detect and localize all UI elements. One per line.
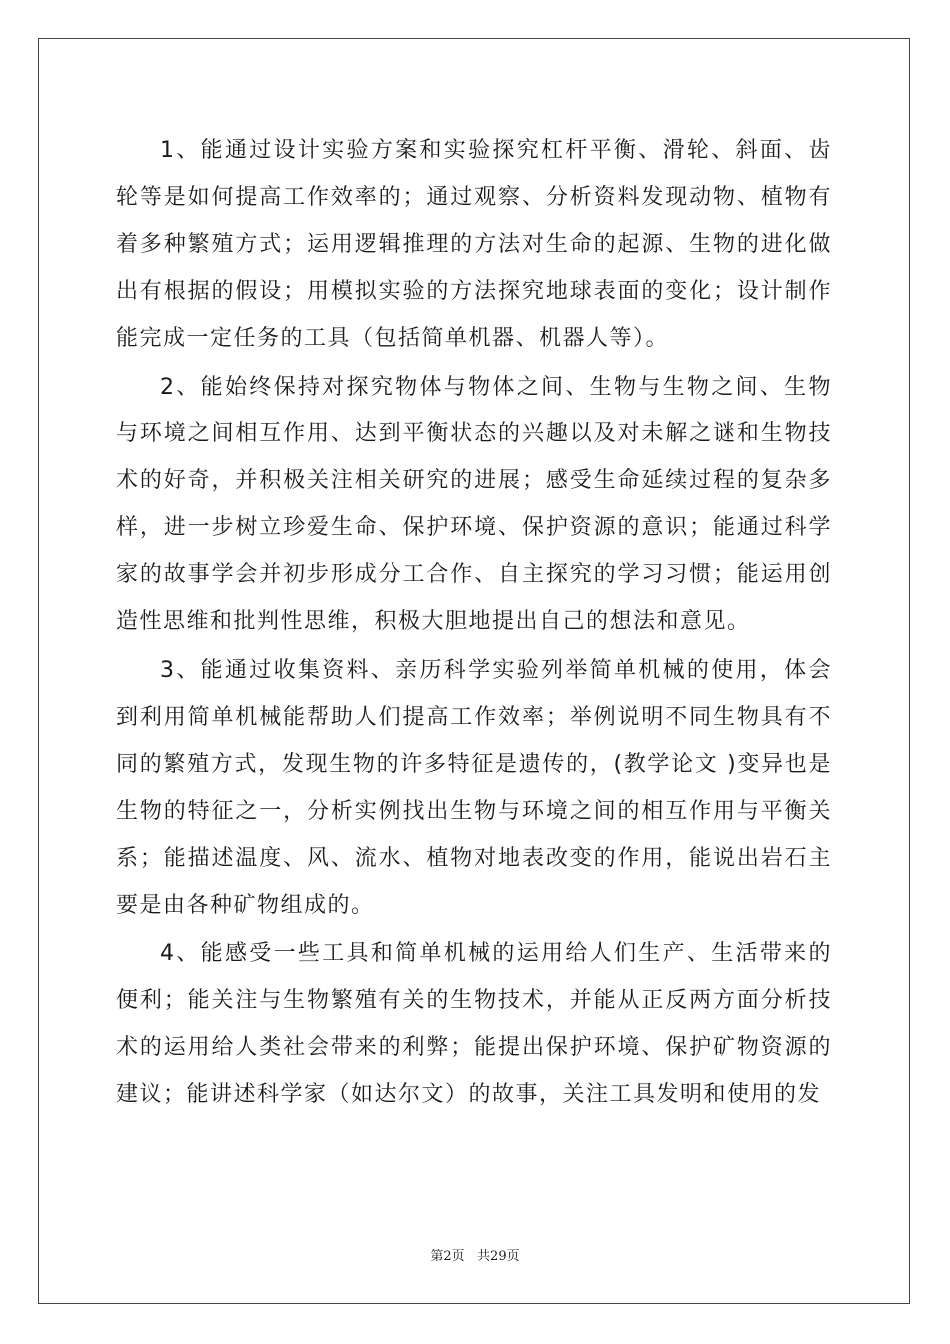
page-number-footer: 第2页 共29页: [430, 1249, 520, 1264]
paragraph-2: 2、能始终保持对探究物体与物体之间、生物与生物之间、生物与环境之间相互作用、达到平衡状态的兴趣以及对未解之谜和生物技术的好奇，并积极关注相关研究的进展；感受生命延续过程的复杂多样，进一步树立珍爱生命、保护环境、保护资源的意识；能通过科学家的故事学会并初步形成分工合作、自主探究的学习习惯；能运用创造性思维和批判性思维，积极大胆地提出自己的想法和意见。: [116, 374, 832, 635]
paragraph-4: 4、能感受一些工具和简单机械的运用给人们生产、生活带来的便利；能关注与生物繁殖有关的生物技术，并能从正反两方面分析技术的运用给人类社会带来的利弊；能提出保护环境、保护矿物资源的建议；能讲述科学家（如达尔文）的故事，关注工具发明和使用的发: [116, 941, 832, 1108]
document-body: [116, 128, 832, 1121]
paragraph-3: 3、能通过收集资料、亲历科学实验列举简单机械的使用，体会到利用简单机械能帮助人们提高工作效率；举例说明不同生物具有不同的繁殖方式，发现生物的许多特征是遗传的，(教学论文 )变异也是生物的特征之一，分析实例找出生物与环境之间的相互作用与平衡关系；能描述温度、风、流水、植物对地表改变的作用，能说出岩石主要是由各种矿物组成的。: [116, 657, 832, 918]
paragraph-1: 1、能通过设计实验方案和实验探究杠杆平衡、滑轮、斜面、齿轮等是如何提高工作效率的；通过观察、分析资料发现动物、植物有着多种繁殖方式；运用逻辑推理的方法对生命的起源、生物的进化做出有根据的假设；用模拟实验的方法探究地球表面的变化；设计制作能完成一定任务的工具（包括简单机器、机器人等）。: [116, 138, 832, 351]
